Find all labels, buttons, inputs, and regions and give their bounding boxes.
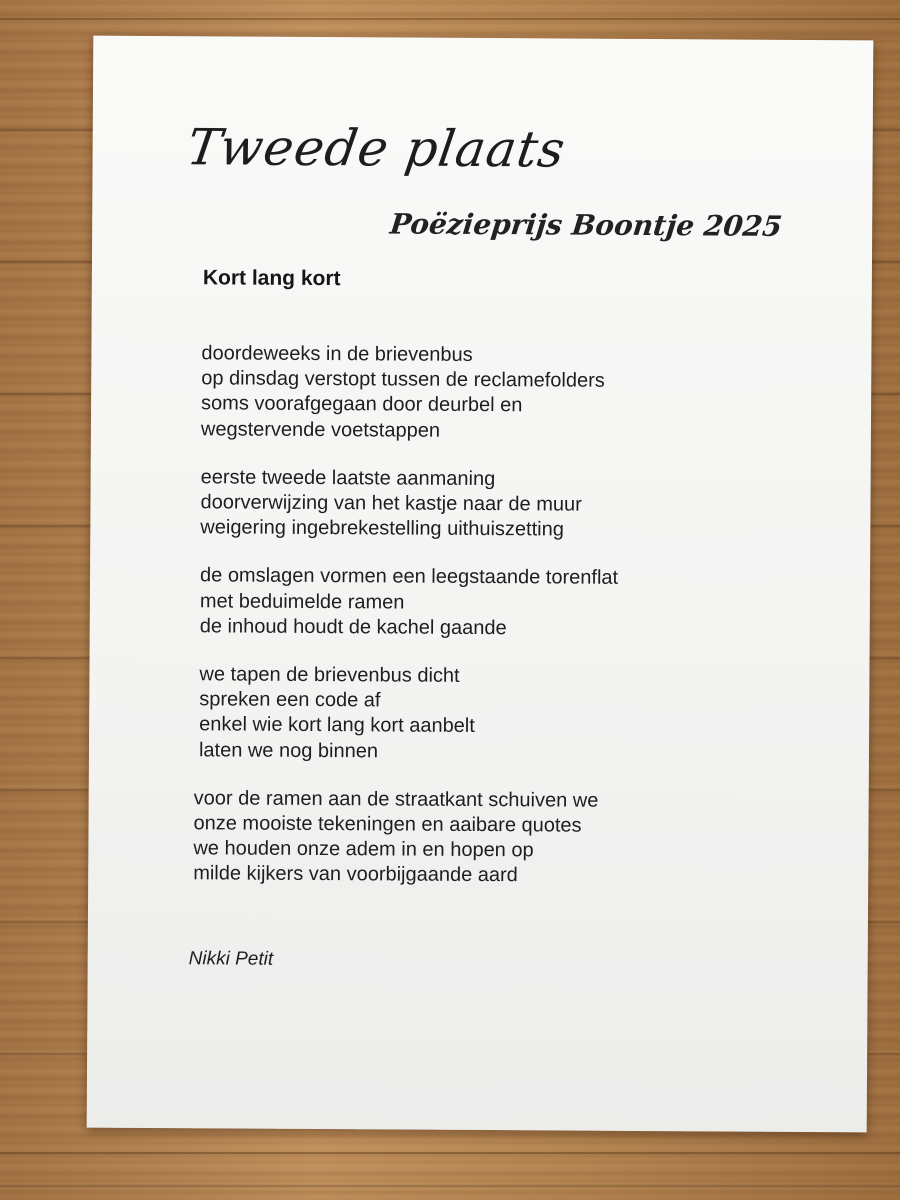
verse-line: doorverwijzing van het kastje naar de muur <box>200 491 582 516</box>
stanza <box>201 341 842 446</box>
wood-plank-seam <box>0 1152 900 1154</box>
verse-line: spreken een code af <box>199 688 381 712</box>
verse-line: wegstervende voetstappen <box>200 417 441 442</box>
verse-line: soms voorafgegaan door deurbel en <box>201 392 523 417</box>
verse-line: doordeweeks in de brievenbus <box>201 342 473 366</box>
award-title: Tweede plaats <box>183 118 570 179</box>
verse-line: we tapen de brievenbus dicht <box>199 663 460 687</box>
prize-name: Poëzieprijs Boontje 2025 <box>388 207 784 243</box>
poem-title: Kort lang kort <box>202 266 341 291</box>
poem-body <box>193 341 841 914</box>
verse-line: de inhoud houdt de kachel gaande <box>199 615 507 639</box>
verse-line: milde kijkers van voorbijgaande aard <box>193 862 518 887</box>
verse-line: onze mooiste tekeningen en aaibare quotes <box>193 812 582 837</box>
verse-line: eerste tweede laatste aanmaning <box>200 466 496 490</box>
stanza <box>199 662 840 767</box>
stanza <box>200 564 840 644</box>
verse-line: voor de ramen aan de straatkant schuiven we <box>193 787 599 812</box>
verse-line: we houden onze adem in en hopen op <box>193 837 534 862</box>
wood-plank-seam <box>0 18 900 20</box>
stanza <box>200 465 840 545</box>
verse-line: met beduimelde ramen <box>199 589 405 614</box>
verse-line: laten we nog binnen <box>198 738 379 763</box>
poem-poster <box>87 36 874 1133</box>
stanza <box>193 786 839 891</box>
verse-line: de omslagen vormen een leegstaande torenflat <box>199 564 619 590</box>
verse-line: enkel wie kort lang kort aanbelt <box>199 713 475 738</box>
author-name: Nikki Petit <box>188 948 274 970</box>
verse-line: weigering ingebrekestelling uithuiszetting <box>200 516 564 541</box>
verse-line: op dinsdag verstopt tussen de reclamefolders <box>201 367 605 392</box>
